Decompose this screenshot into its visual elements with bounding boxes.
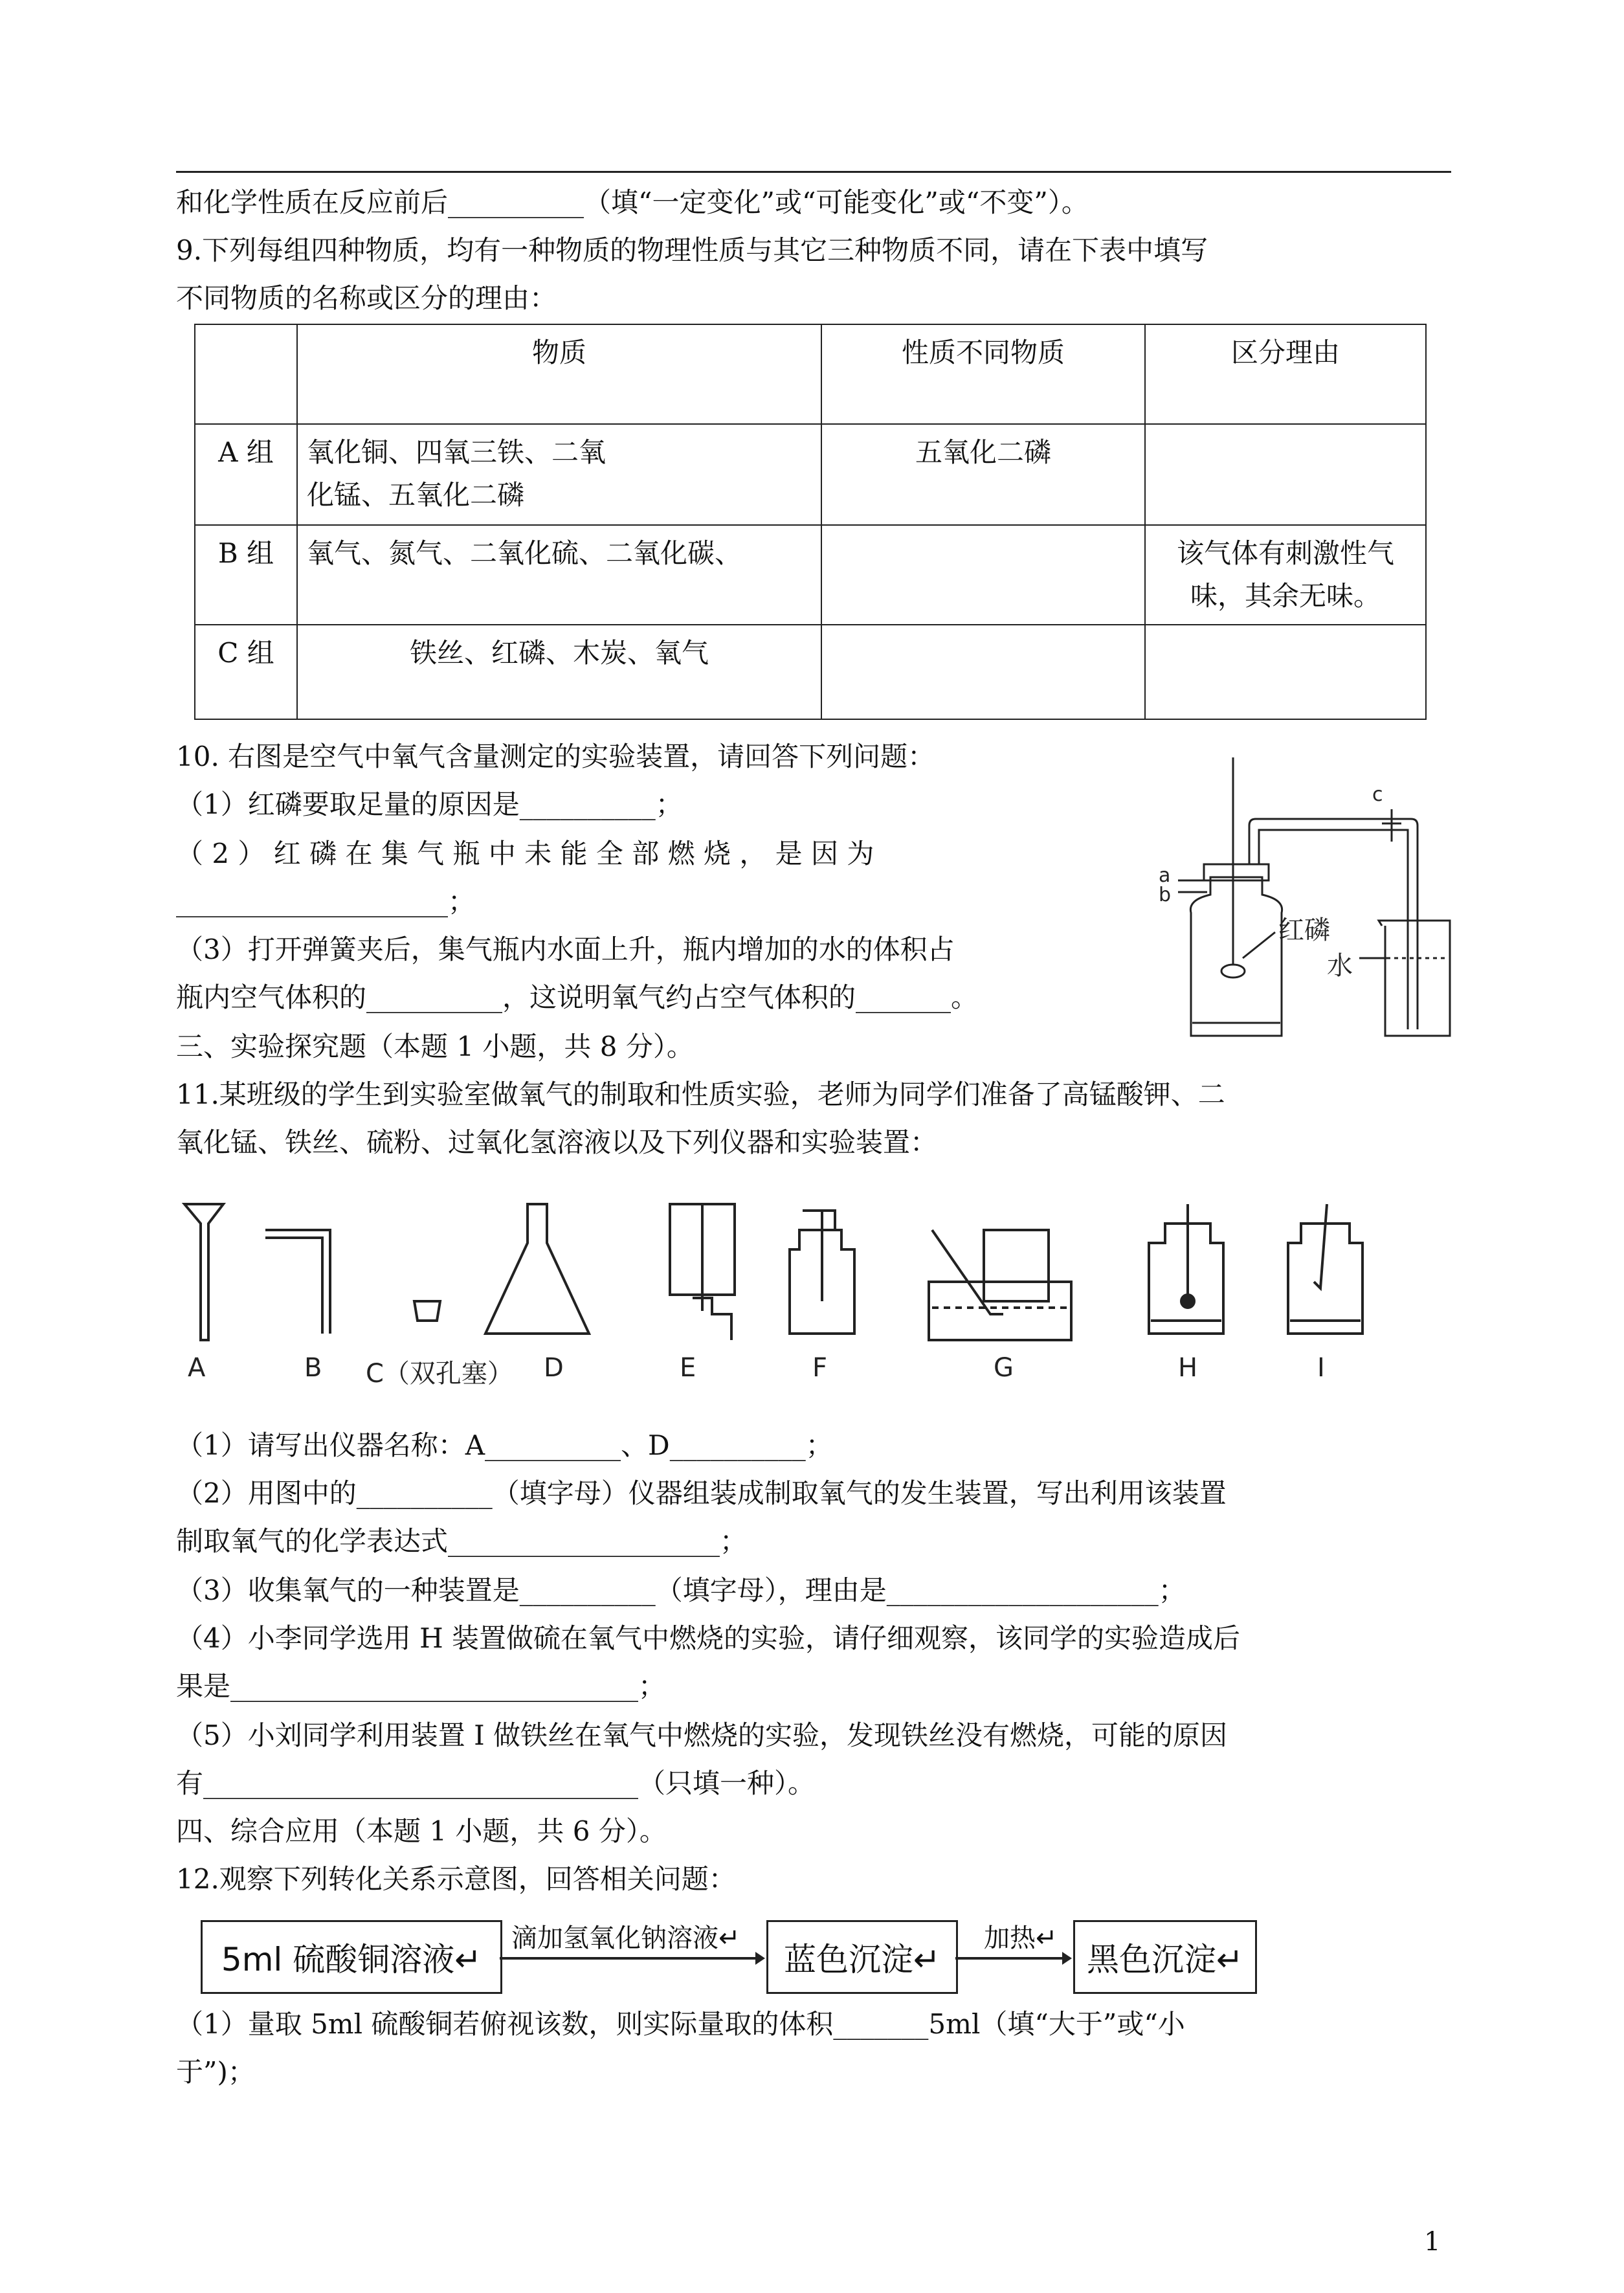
text-line: 氧化锰、铁丝、硫粉、过氧化氢溶液以及下列仪器和实验装置： [176, 1126, 938, 1158]
text-line: ____________________； [176, 886, 476, 917]
oxygen-measurement-apparatus-figure [1152, 751, 1450, 1036]
instrument-label-f: F [812, 1353, 828, 1383]
table-header-cell: 物质 [297, 324, 821, 424]
lab-instruments-figure [175, 1191, 1405, 1398]
text-line: 制取氧气的化学表达式____________________； [176, 1525, 748, 1557]
table-cell: 氧气、氮气、二氧化硫、二氧化碳、 [297, 525, 821, 625]
page-number: 1 [1424, 2227, 1441, 2257]
instrument-label-i: I [1317, 1353, 1325, 1383]
instrument-label-d: D [544, 1353, 564, 1383]
flow-box-copper-sulfate: 5ml 硫酸铜溶液↵ [201, 1920, 502, 1994]
figure-label-red-phosphorus: 红磷 [1278, 915, 1330, 945]
flow-box-blue-precipitate: 蓝色沉淀↵ [766, 1920, 958, 1994]
text-line: （5）小刘同学利用装置 I 做铁丝在氧气中燃烧的实验，发现铁丝没有燃烧，可能的原因 [176, 1719, 1228, 1751]
text-line: 于”)； [176, 2056, 255, 2088]
instrument-label-g: G [994, 1353, 1014, 1383]
table-cell: B 组 [195, 525, 297, 625]
text-line: （1）请写出仪器名称：A__________、D__________； [176, 1429, 833, 1461]
instrument-label-e: E [680, 1353, 696, 1383]
table-cell: 铁丝、红磷、木炭、氧气 [297, 625, 821, 719]
question-12: 12.观察下列转化关系示意图，回答相关问题： [176, 1863, 736, 1895]
text-line: （1）量取 5ml 硫酸铜若俯视该数，则实际量取的体积_______5ml（填“大于”或“小 [176, 2008, 1185, 2040]
table-cell [1145, 625, 1426, 719]
figure-label-c: c [1372, 783, 1383, 806]
instrument-label-b: B [304, 1353, 322, 1383]
flow-box-black-precipitate: 黑色沉淀↵ [1073, 1920, 1257, 1994]
header-rule [176, 171, 1451, 173]
instrument-label-a: A [188, 1353, 206, 1383]
text-line: 瓶内空气体积的__________，这说明氧气约占空气体积的_______。 [176, 981, 979, 1013]
question-10: 10. 右图是空气中氧气含量测定的实验装置，请回答下列问题： [176, 741, 935, 772]
figure-label-b: b [1159, 884, 1172, 906]
instrument-label-h: H [1178, 1353, 1198, 1383]
table-header-cell: 性质不同物质 [821, 324, 1145, 424]
table-cell: A 组 [195, 424, 297, 525]
flow-arrow-2 [955, 1949, 1072, 1968]
table-cell: C 组 [195, 625, 297, 719]
instrument-label-c: C（双孔塞） [366, 1359, 513, 1389]
text-line: （3）打开弹簧夹后，集气瓶内水面上升，瓶内增加的水的体积占 [176, 934, 955, 965]
text-line: （4）小李同学选用 H 装置做硫在氧气中燃烧的实验，请仔细观察，该同学的实验造成后 [176, 1622, 1241, 1654]
table-cell: 氧化铜、四氧三铁、二氧化锰、五氧化二磷 [297, 424, 821, 525]
text-line: （2）用图中的__________（填字母）仪器组装成制取氧气的发生装置，写出利用该装置 [176, 1477, 1227, 1509]
table-cell [1145, 424, 1426, 525]
instruments-drawing [175, 1191, 1405, 1398]
text-line: 和化学性质在反应前后__________（填“一定变化”或“可能变化”或“不变”）。 [176, 186, 1089, 218]
text-line: （ 2 ） 红 磷 在 集 气 瓶 中 未 能 全 部 燃 烧 ， 是 因 为 [176, 838, 874, 869]
flow-arrow-1 [500, 1949, 765, 1968]
table-cell: 五氧化二磷 [821, 424, 1145, 525]
section-4-title: 四、综合应用（本题 1 小题，共 6 分）。 [176, 1815, 667, 1847]
figure-label-water: 水 [1327, 951, 1353, 981]
flow-arrow-label-naoh: 滴加氢氧化钠溶液↵ [511, 1923, 740, 1953]
text-line: （1）红磷要取足量的原因是__________； [176, 789, 683, 820]
text-line: 果是______________________________； [176, 1670, 666, 1702]
table-cell [821, 525, 1145, 625]
table-header-cell: 区分理由 [1145, 324, 1426, 424]
flow-arrow-label-heat: 加热↵ [984, 1923, 1058, 1953]
figure-label-a: a [1159, 864, 1171, 887]
question-9-table [194, 324, 1427, 720]
text-line: 有________________________________（只填一种）。 [176, 1767, 816, 1799]
question-11: 11.某班级的学生到实验室做氧气的制取和性质实验，老师为同学们准备了高锰酸钾、二 [176, 1079, 1225, 1110]
text-line: （3）收集氧气的一种装置是__________（填字母），理由是____________________； [176, 1574, 1186, 1606]
question-9: 9.下列每组四种物质，均有一种物质的物理性质与其它三种物质不同，请在下表中填写 [176, 234, 1208, 266]
section-3-title: 三、实验探究题（本题 1 小题，共 8 分）。 [176, 1031, 694, 1062]
table-cell: 该气体有刺激性气味，其余无味。 [1145, 525, 1426, 625]
table-header-cell [195, 324, 297, 424]
text-line: 不同物质的名称或区分的理由： [176, 282, 557, 314]
table-cell [821, 625, 1145, 719]
apparatus-drawing [1152, 751, 1450, 1036]
